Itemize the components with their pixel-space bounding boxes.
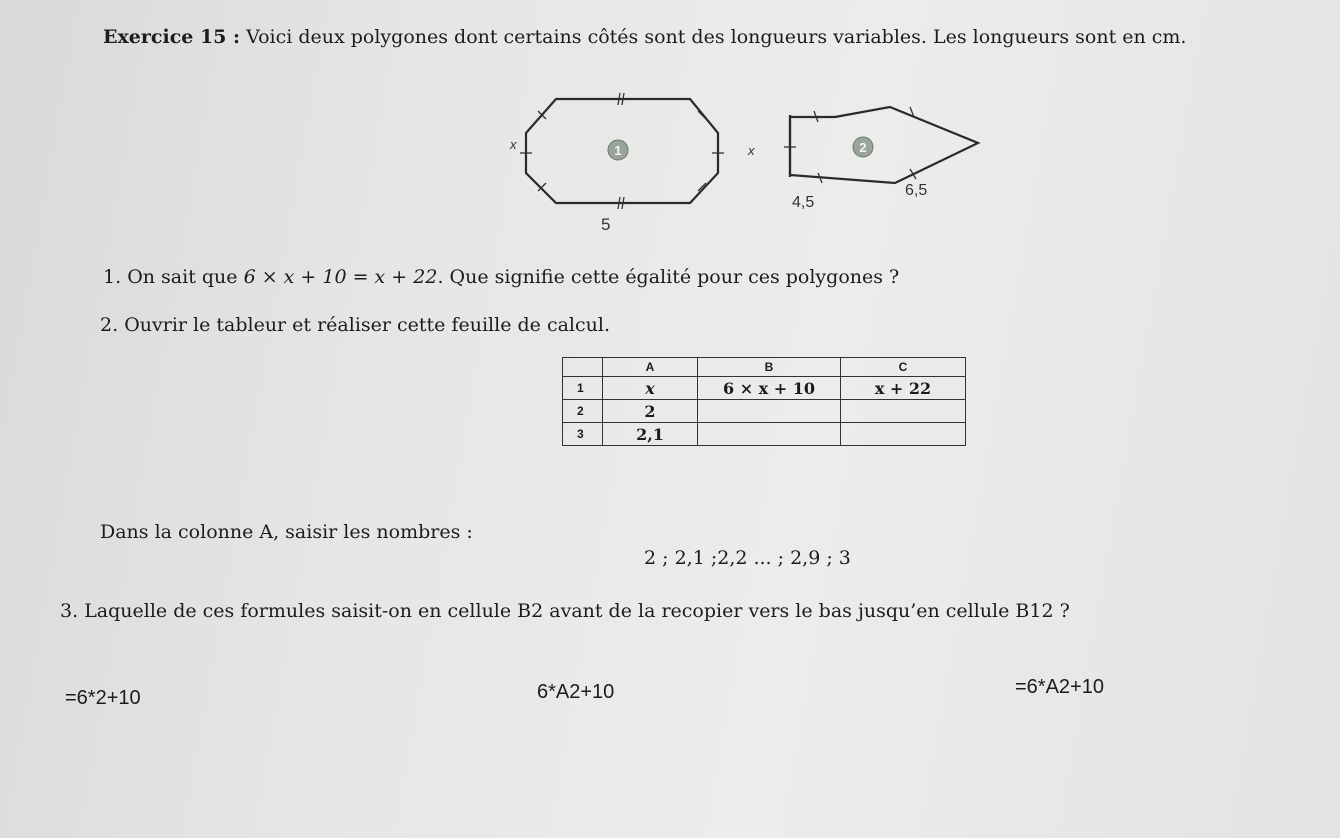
polygon-2-figure	[730, 95, 990, 220]
question-1-after: . Que signifie cette égalité pour ces polygones ?	[437, 266, 900, 288]
cell-c3	[841, 423, 966, 446]
cell-a3: 2,1	[603, 423, 698, 446]
polygon-2-side-4-5: 4,5	[792, 194, 815, 211]
table-row	[563, 423, 966, 446]
question-1	[103, 266, 899, 288]
row-header: 1	[563, 377, 603, 400]
row-header: 3	[563, 423, 603, 446]
question-1-before: On sait que	[127, 266, 238, 288]
polygon-2-side-x: x	[748, 143, 755, 158]
question-2-number: 2.	[100, 314, 119, 336]
column-instruction: Dans la colonne A, saisir les nombres :	[100, 521, 473, 543]
polygon-2-side-6-5: 6,5	[905, 182, 928, 199]
polygon-1-figure	[500, 85, 730, 235]
polygon-1-side-x: x	[510, 137, 517, 152]
question-2-text: Ouvrir le tableur et réaliser cette feuille de calcul.	[124, 314, 610, 336]
question-2	[100, 314, 610, 336]
polygon-1-side-5: 5	[601, 215, 611, 234]
column-header-a: A	[603, 358, 698, 377]
corner-cell	[563, 358, 603, 377]
badge-1-label: 1	[614, 143, 622, 158]
exercise-heading	[103, 26, 1186, 48]
question-1-number: 1.	[103, 266, 122, 288]
numbers-list: 2 ; 2,1 ;2,2 ... ; 2,9 ; 3	[644, 547, 851, 569]
formula-option-1: =6*2+10	[65, 687, 141, 709]
column-header-b: B	[698, 358, 841, 377]
cell-a1: x	[603, 377, 698, 400]
spreadsheet-header-row	[563, 358, 966, 377]
formula-option-2: 6*A2+10	[537, 681, 615, 703]
question-3-number: 3.	[60, 600, 79, 622]
hexagon-shape	[790, 107, 978, 183]
question-3-text: Laquelle de ces formules saisit-on en cellule B2 avant de la recopier vers le bas jusqu’en cellule B12 ?	[84, 600, 1070, 622]
cell-a2: 2	[603, 400, 698, 423]
question-1-equation: 6 × x + 10 = x + 22	[243, 266, 438, 288]
table-row	[563, 377, 966, 400]
exercise-intro: Voici deux polygones dont certains côtés sont des longueurs variables. Les longueurs sont en cm.	[246, 26, 1187, 48]
cell-b3	[698, 423, 841, 446]
column-header-c: C	[841, 358, 966, 377]
exercise-label: Exercice 15 :	[103, 26, 241, 48]
cell-b2	[698, 400, 841, 423]
table-row	[563, 400, 966, 423]
cell-b1: 6 × x + 10	[698, 377, 841, 400]
badge-2-label: 2	[859, 140, 867, 155]
question-3	[60, 600, 1070, 622]
formula-option-3: =6*A2+10	[1015, 676, 1104, 698]
cell-c1: x + 22	[841, 377, 966, 400]
row-header: 2	[563, 400, 603, 423]
spreadsheet-table	[562, 357, 966, 446]
cell-c2	[841, 400, 966, 423]
